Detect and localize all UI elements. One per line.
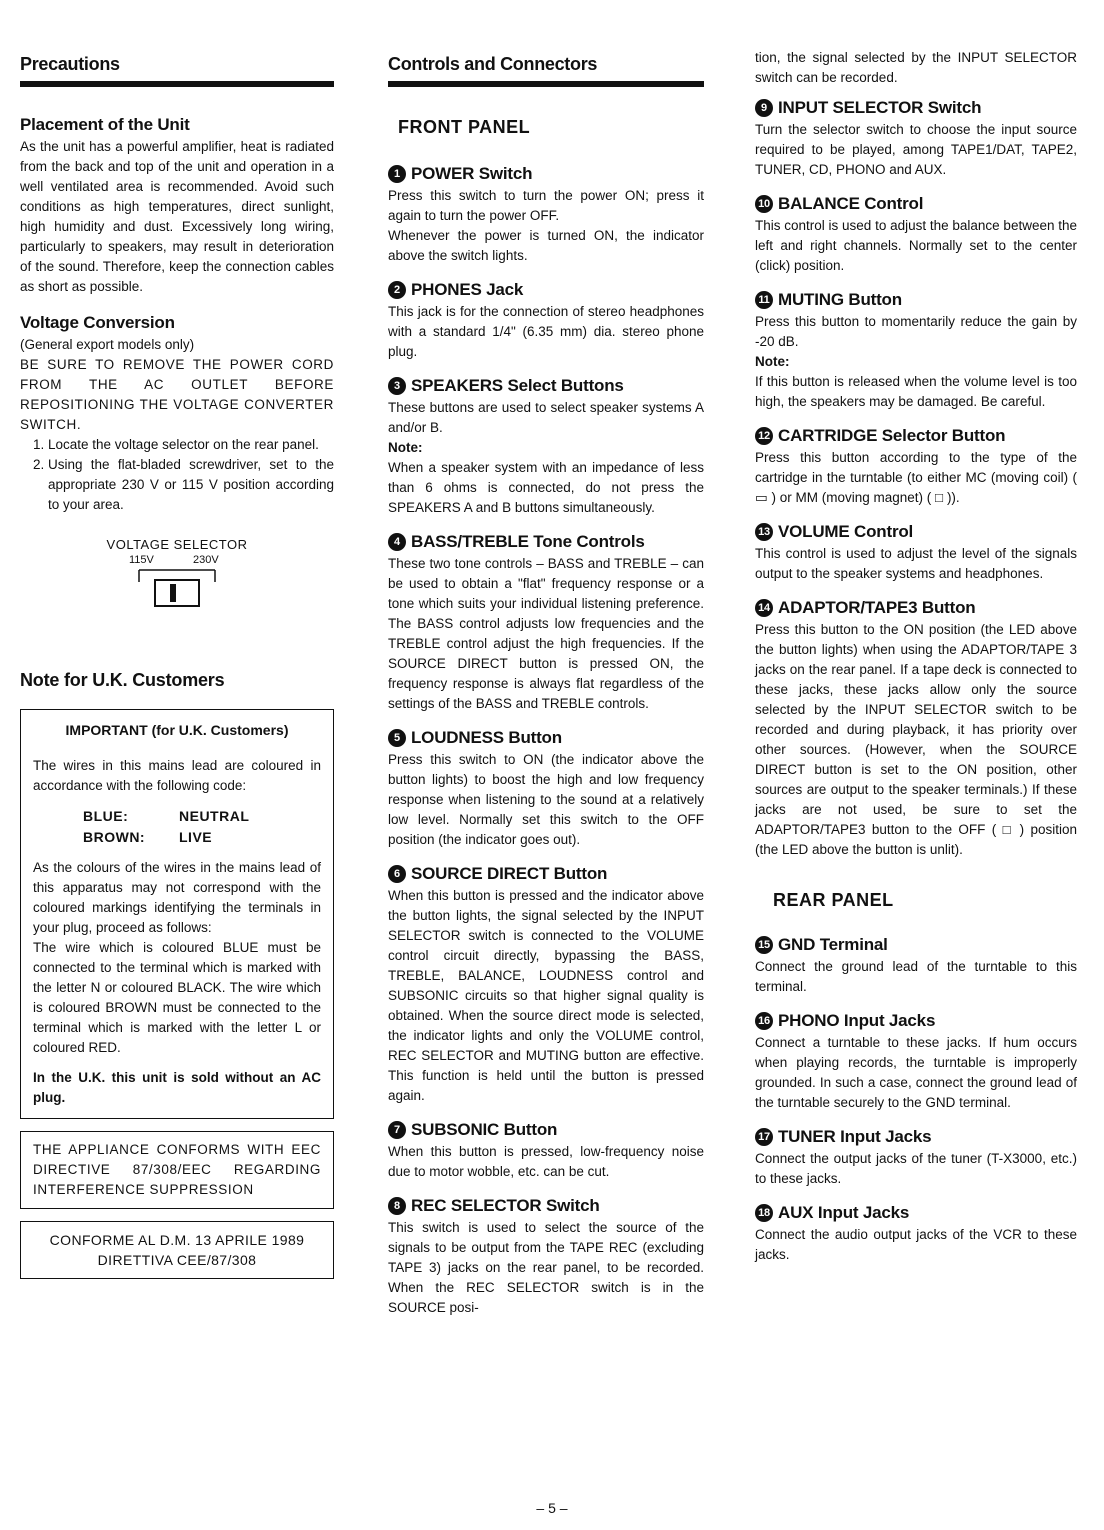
voltage-heading: Voltage Conversion	[20, 313, 175, 332]
control-item	[755, 935, 1077, 997]
control-text: Press this button to momentarily reduce the gain by -20 dB.	[755, 314, 1077, 349]
number-badge: 4	[388, 533, 406, 551]
uk-heading: Note for U.K. Customers	[20, 670, 225, 690]
controls-title: Controls and Connectors	[388, 54, 704, 87]
page-number: – 5 –	[536, 1500, 568, 1516]
voltage-switch-icon	[117, 568, 237, 628]
placement-text: As the unit has a powerful amplifier, heat is radiated from the back and top of the unit and operation in a well ventilated area is recommended. Avoid such conditions as high temperatures, direct sunlight, high humidity and dust. Excessively long wiring, particularly to speakers, may result in deterioration of the sound. Therefore, keep the connection cables as short as possible.	[20, 139, 334, 294]
voltage-115-label: 115V	[129, 554, 154, 566]
control-text: This jack is for the connection of stereo headphones with a standard 1/4" (6.35 mm) dia. stereo phone plug.	[388, 304, 704, 359]
control-item	[388, 1120, 704, 1182]
number-badge: 12	[755, 427, 773, 445]
precautions-title: Precautions	[20, 54, 334, 87]
control-item	[755, 98, 1077, 180]
note-label: Note:	[755, 354, 790, 369]
voltage-step: 2. Using the flat-bladed screwdriver, set to the appropriate 230 V or 115 V position according to your area.	[48, 455, 334, 515]
voltage-selector-label: VOLTAGE SELECTOR	[106, 537, 248, 552]
number-badge: 15	[755, 936, 773, 954]
control-title: TUNER Input Jacks	[778, 1127, 932, 1146]
uk-para1: As the colours of the wires in the mains lead of this apparatus may not correspond with the coloured markings identifying the terminals in your plug, proceed as follows:	[33, 860, 321, 935]
conforme-box	[20, 1221, 334, 1279]
control-title: SPEAKERS Select Buttons	[411, 376, 624, 395]
control-item	[755, 1127, 1077, 1189]
conforme-line2: DIRETTIVA CEE/87/308	[97, 1252, 257, 1268]
number-badge: 18	[755, 1204, 773, 1222]
voltage-selector-diagram	[20, 537, 334, 624]
uk-important-box	[20, 709, 334, 1119]
control-item	[755, 290, 1077, 412]
uk-intro: The wires in this mains lead are coloured in accordance with the following code:	[33, 758, 321, 793]
wire-codes	[83, 806, 321, 848]
voltage-230-label: 230V	[193, 554, 219, 566]
control-item	[755, 522, 1077, 584]
control-text: This control is used to adjust the balance between the left and right channels. Normally set to the center (click) position.	[755, 218, 1077, 273]
number-badge: 17	[755, 1128, 773, 1146]
control-item	[755, 194, 1077, 276]
control-title: VOLUME Control	[778, 522, 914, 541]
controls-column	[388, 0, 704, 1332]
control-text: If this button is released when the volume level is too high, the speakers may be damaged. Be careful.	[755, 374, 1077, 409]
control-title: PHONO Input Jacks	[778, 1011, 936, 1030]
control-item	[755, 426, 1077, 508]
control-text: This control is used to adjust the level of the signals output to the speaker systems and headphones.	[755, 546, 1077, 581]
voltage-steps	[20, 435, 334, 515]
uk-para2: The wire which is coloured BLUE must be connected to the terminal which is marked with the letter N or coloured BLACK. The wire which is coloured BROWN must be connected to the terminal which is marked with the letter L or coloured RED.	[33, 940, 321, 1055]
number-badge: 9	[755, 99, 773, 117]
voltage-sub: (General export models only)	[20, 337, 195, 352]
control-title: GND Terminal	[778, 935, 888, 954]
uk-para3: In the U.K. this unit is sold without an AC plug.	[33, 1070, 321, 1105]
control-title: REC SELECTOR Switch	[411, 1196, 600, 1215]
control-item	[388, 376, 704, 518]
number-badge: 3	[388, 377, 406, 395]
control-text: Connect the ground lead of the turntable to this terminal.	[755, 959, 1077, 994]
controls-column-continued	[755, 0, 1077, 1279]
control-item	[388, 864, 704, 1106]
control-text: Turn the selector switch to choose the input source required to be played, among TAPE1/DAT, TAPE2, TUNER, CD, PHONO and AUX.	[755, 122, 1077, 177]
voltage-warning: BE SURE TO REMOVE THE POWER CORD FROM THE AC OUTLET BEFORE REPOSITIONING THE VOLTAGE CONVERTER SWITCH.	[20, 357, 334, 432]
uk-box-title: IMPORTANT (for U.K. Customers)	[65, 722, 289, 738]
front-panel-heading: FRONT PANEL	[398, 117, 531, 137]
control-text: This switch is used to select the source of the signals to be output from the TAPE REC (excluding TAPE 3) jacks on the rear panel, to be recorded. When the REC SELECTOR switch is in the SOURCE posi-	[388, 1220, 704, 1315]
number-badge: 13	[755, 523, 773, 541]
control-text: When this button is pressed, low-frequency noise due to motor wobble, etc. can be cut.	[388, 1144, 704, 1179]
number-badge: 6	[388, 865, 406, 883]
control-title: SOURCE DIRECT Button	[411, 864, 608, 883]
control-text: These buttons are used to select speaker systems A and/or B.	[388, 400, 704, 435]
wire-code-row: BROWN: LIVE	[83, 829, 213, 845]
number-badge: 10	[755, 195, 773, 213]
control-title: INPUT SELECTOR Switch	[778, 98, 982, 117]
note-label: Note:	[388, 440, 423, 455]
control-title: PHONES Jack	[411, 280, 524, 299]
control-item	[755, 598, 1077, 860]
control-text: These two tone controls – BASS and TREBLE – can be used to obtain a "flat" frequency response or a tone which suits your individual listening preference. The BASS control adjusts low frequencies and the TREBLE control adjust the high frequencies. If the SOURCE DIRECT button is pressed ON, the frequency response is always flat regardless of the settings of the BASS and TREBLE controls.	[388, 556, 704, 711]
voltage-step: 1. Locate the voltage selector on the rear panel.	[48, 435, 334, 455]
control-text: Connect the audio output jacks of the VCR to these jacks.	[755, 1227, 1077, 1262]
control-title: BASS/TREBLE Tone Controls	[411, 532, 645, 551]
continued-text: tion, the signal selected by the INPUT SELECTOR switch can be recorded.	[755, 50, 1077, 85]
control-item	[388, 1196, 704, 1318]
control-title: MUTING Button	[778, 290, 902, 309]
control-text: Whenever the power is turned ON, the indicator above the switch lights.	[388, 228, 704, 263]
number-badge: 8	[388, 1197, 406, 1215]
wire-code-row: BLUE: NEUTRAL	[83, 808, 250, 824]
control-text: Connect the output jacks of the tuner (T-X3000, etc.) to these jacks.	[755, 1151, 1077, 1186]
control-title: ADAPTOR/TAPE3 Button	[778, 598, 976, 617]
placement-heading: Placement of the Unit	[20, 115, 190, 134]
control-title: BALANCE Control	[778, 194, 924, 213]
control-title: SUBSONIC Button	[411, 1120, 558, 1139]
conforme-line1: CONFORME AL D.M. 13 APRILE 1989	[49, 1232, 305, 1248]
control-item	[755, 1203, 1077, 1265]
control-item	[388, 280, 704, 362]
number-badge: 7	[388, 1121, 406, 1139]
eec-text: THE APPLIANCE CONFORMS WITH EEC DIRECTIVE 87/308/EEC REGARDING INTERFERENCE SUPPRESSION	[33, 1142, 321, 1197]
control-text: Press this button according to the type of the cartridge in the turntable (to either MC (moving coil) ( ▭ ) or MM (moving magnet) ( □ )).	[755, 450, 1077, 505]
control-title: POWER Switch	[411, 164, 533, 183]
control-text: Press this switch to ON (the indicator above the button lights) to boost the high and low frequency response when listening to the sound at a relatively low level. Normally set this switch to the OFF position (the indicator goes out).	[388, 752, 704, 847]
precautions-column	[20, 0, 334, 1279]
control-text: When this button is pressed and the indicator above the button lights, the signal selected by the INPUT SELECTOR switch is connected to the VOLUME control circuit directly, bypassing the BASS, TREBLE, BALANCE, LOUDNESS control and SUBSONIC circuits so that higher signal quality is obtained. When the source direct mode is selected, the indicator lights and only the VOLUME control, REC SELECTOR and MUTING button are effective. This function is held until the button is pressed again.	[388, 888, 704, 1103]
number-badge: 2	[388, 281, 406, 299]
control-text: Press this switch to turn the power ON; press it again to turn the power OFF.	[388, 188, 704, 223]
control-title: AUX Input Jacks	[778, 1203, 910, 1222]
control-item	[388, 532, 704, 714]
number-badge: 1	[388, 165, 406, 183]
control-item	[388, 728, 704, 850]
number-badge: 16	[755, 1012, 773, 1030]
number-badge: 5	[388, 729, 406, 747]
control-item	[755, 1011, 1077, 1113]
control-title: LOUDNESS Button	[411, 728, 562, 747]
control-text: Press this button to the ON position (the LED above the button lights) when using the ADAPTOR/TAPE 3 jacks on the rear panel. If a tape deck is connected to these jacks, these jacks allow only the source selected by the INPUT SELECTOR switch to be recorded and during playback, it has priority over other sources. (However, when the SOURCE DIRECT button is set to the ON position, other sources are output to the speaker terminals.) If these jacks are not used, be sure to set the ADAPTOR/TAPE3 button to the OFF ( □ ) position (the LED above the button is unlit).	[755, 622, 1077, 857]
control-text: Connect a turntable to these jacks. If hum occurs when playing records, the turntable is improperly grounded. In such a case, connect the ground lead of the turntable securely to the GND terminal.	[755, 1035, 1077, 1110]
eec-box	[20, 1131, 334, 1209]
rear-panel-heading: REAR PANEL	[773, 890, 894, 910]
control-item	[388, 164, 704, 266]
number-badge: 11	[755, 291, 773, 309]
number-badge: 14	[755, 599, 773, 617]
control-title: CARTRIDGE Selector Button	[778, 426, 1006, 445]
control-text: When a speaker system with an impedance of less than 6 ohms is connected, do not press the SPEAKERS A and B buttons simultaneously.	[388, 460, 704, 515]
